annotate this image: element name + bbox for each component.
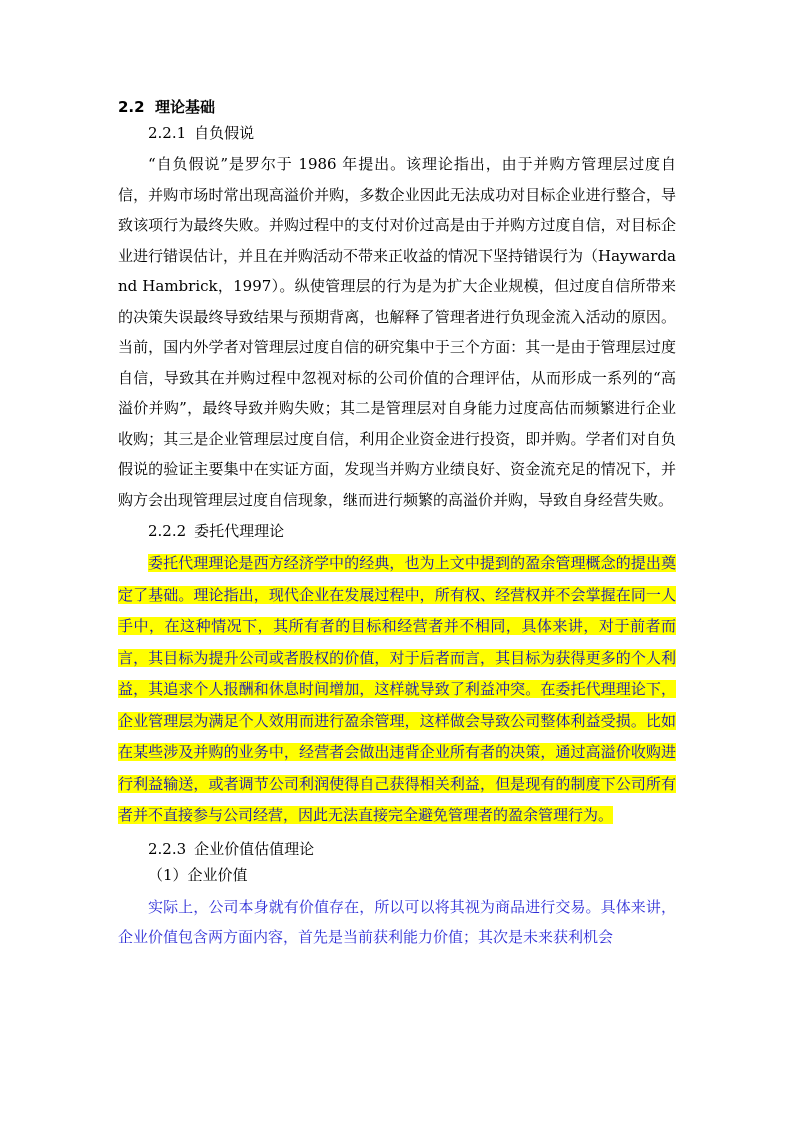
subsection-number: 2.2.1 bbox=[148, 124, 187, 142]
paragraph-enterprise-value: 实际上，公司本身就有价值存在，所以可以将其视为商品进行交易。具体来讲，企业价值包含两方面内容，首先是当前获利能力价值；其次是未来获利机会 bbox=[118, 897, 676, 946]
section-heading bbox=[118, 94, 676, 120]
subsection-number: 2.2.2 bbox=[148, 522, 187, 540]
list-item-enterprise-value: （1）企业价值 bbox=[148, 865, 248, 884]
section-number: 2.2 bbox=[118, 98, 145, 116]
highlighted-text: 委托代理理论是西方经济学中的经典，也为上文中提到的盈余管理概念的提出奠定了基础。理论指出，现代企业在发展过程中，所有权、经营权并不会掌握在同一人手中，在这种情况下，其所有者的目标和经营者并不相同，具体来讲，对于前者而言，其目标为提升公司或者股权的价值，对于后者而言，其目标为获得更多的个人利益，其追求个人报酬和休息时间增加，这样就导致了利益冲突。在委托代理理论下，企业管理层为满足个人效用而进行盈余管理，这样做会导致公司整体利益受损。比如在某些涉及并购的业务中，经营者会做出违背企业所有者的决策，通过高溢价收购进行利益输送，或者调节公司利润使得自己获得相关利益，但是现有的制度下公司所有者并不直接参与公司经营，因此无法直接完全避免管理者的盈余管理行为。 bbox=[118, 554, 676, 824]
subsection-title: 自负假说 bbox=[194, 124, 255, 142]
paragraph-hubris-hypothesis: “自负假说”是罗尔于 1986 年提出。该理论指出，由于并购方管理层过度自信，并购市场时常出现高溢价并购，多数企业因此无法成功对目标企业进行整合，导致该项行为最终失败。并购过程中的支付对价过高是由于并购方过度自信，对目标企业进行错误估计，并且在并购活动不带来正收益的情况下坚持错误行为（Haywardand Hambrick，1997）。纵使管理层的行为是为扩大企业规模，但过度自信所带来的决策失误最终导致结果与预期背离，也解释了管理者进行负现金流入活动的原因。当前，国内外学者对管理层过度自信的研究集中于三个方面：其一是由于管理层过度自信，导致其在并购过程中忽视对标的公司价值的合理评估，从而形成一系列的“高溢价并购”，最终导致并购失败；其二是管理层对自身能力过度高估而频繁进行企业收购；其三是企业管理层过度自信，利用企业资金进行投资，即并购。学者们对自负假说的验证主要集中在实证方面，发现当并购方业绩良好、资金流充足的情况下，并购方会出现管理层过度自信现象，继而进行频繁的高溢价并购，导致自身经营失败。 bbox=[118, 155, 676, 509]
section-title: 理论基础 bbox=[155, 98, 216, 116]
document-content bbox=[118, 94, 676, 956]
subsection-heading-2-2-3 bbox=[118, 836, 676, 862]
subsection-title: 委托代理理论 bbox=[194, 522, 285, 540]
subsection-heading-2-2-2 bbox=[118, 518, 676, 544]
paragraph-agency-theory bbox=[118, 548, 676, 832]
subsection-heading-2-2-1 bbox=[118, 120, 676, 146]
subsection-title: 企业价值估值理论 bbox=[194, 839, 315, 858]
subsection-number: 2.2.3 bbox=[148, 839, 187, 858]
